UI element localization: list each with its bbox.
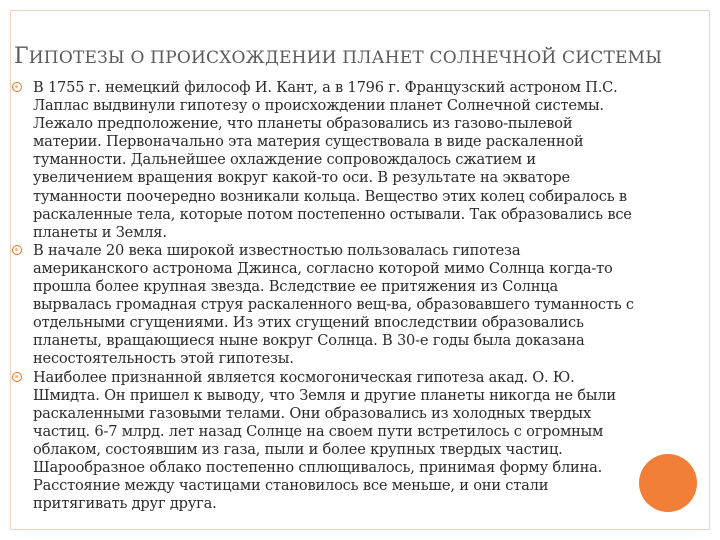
paragraph-kant-laplace [10,79,710,242]
paragraph-line: В начале 20 века широкой известностью пользовалась гипотеза [33,241,521,259]
paragraph-schmidt [10,369,710,514]
paragraph-line: притягивать друг друга. [33,495,217,513]
paragraph-jeans [10,242,710,369]
paragraph-line: туманности поочередно возникали кольца. Вещество этих колец собиралось в [33,187,627,205]
paragraph-line: Лежало предположение, что планеты образовались из газово-пылевой [33,115,573,133]
paragraph-line: В 1755 г. немецкий философ И. Кант, а в 1796 г. Французский астроном П.С. [33,79,618,96]
paragraph-line: материи. Первоначально эта материя существовала в виде раскаленной [33,133,584,151]
paragraph-line: раскаленными газовыми телами. Они образовались из холодных твердых [33,404,591,422]
paragraph-line: Расстояние между частицами становилось все меньше, и они стали [33,477,549,495]
paragraph-line: планеты и Земля. [33,223,167,241]
paragraph-line: раскаленные тела, которые потом постепенно остывали. Так образовались все [33,205,632,223]
paragraph-line: туманности. Дальнейшее охлаждение сопровождалось сжатием и [33,151,536,169]
paragraph-line: увеличением вращения вокруг какой-то оси. В результате на экваторе [33,169,570,187]
slide-title-text: ИПОТЕЗЫ О ПРОИСХОЖДЕНИИ ПЛАНЕТ СОЛНЕЧНОЙ СИСТЕМЫ [28,48,663,68]
paragraph-line: Шарообразное облако постепенно сплющивалось, принимая форму блина. [33,458,603,476]
paragraph-line: облаком, состоявшим из газа, пыли и более крупных твердых частиц. [33,440,563,458]
paragraph-line: отдельными сгущениями. Из этих сгущений впоследствии образовались [33,314,584,332]
paragraph-line: планеты, вращающиеся ныне вокруг Солнца. В 30-е годы была доказана [33,332,585,350]
slide-title-initial: Г [14,44,29,69]
paragraph-line: несостоятельность этой гипотезы. [33,350,294,368]
paragraph-line: Наиболее признанной является космогоническая гипотеза акад. О. Ю. [33,368,575,386]
paragraph-line: Лаплас выдвинули гипотезу о происхождении планет Солнечной системы. [33,97,604,115]
slide-content [10,79,710,513]
bullet-icon [12,245,22,255]
decorative-orange-circle [639,454,697,512]
paragraph-line: частиц. 6-7 млрд. лет назад Солнце на своем пути встретилось с огромным [33,422,604,440]
bullet-icon [12,372,22,382]
paragraph-line: прошла более крупная звезда. Вследствие ее притяжения из Солнца [33,278,558,296]
paragraph-line: вырвалась громадная струя раскаленного вещ-ва, образовавшего туманность с [33,296,634,314]
paragraph-line: американского астронома Джинса, согласно которой мимо Солнца когда-то [33,259,613,277]
paragraph-line: Шмидта. Он пришел к выводу, что Земля и другие планеты никогда не были [33,386,616,404]
bullet-icon [12,82,22,92]
slide-title [14,46,714,69]
